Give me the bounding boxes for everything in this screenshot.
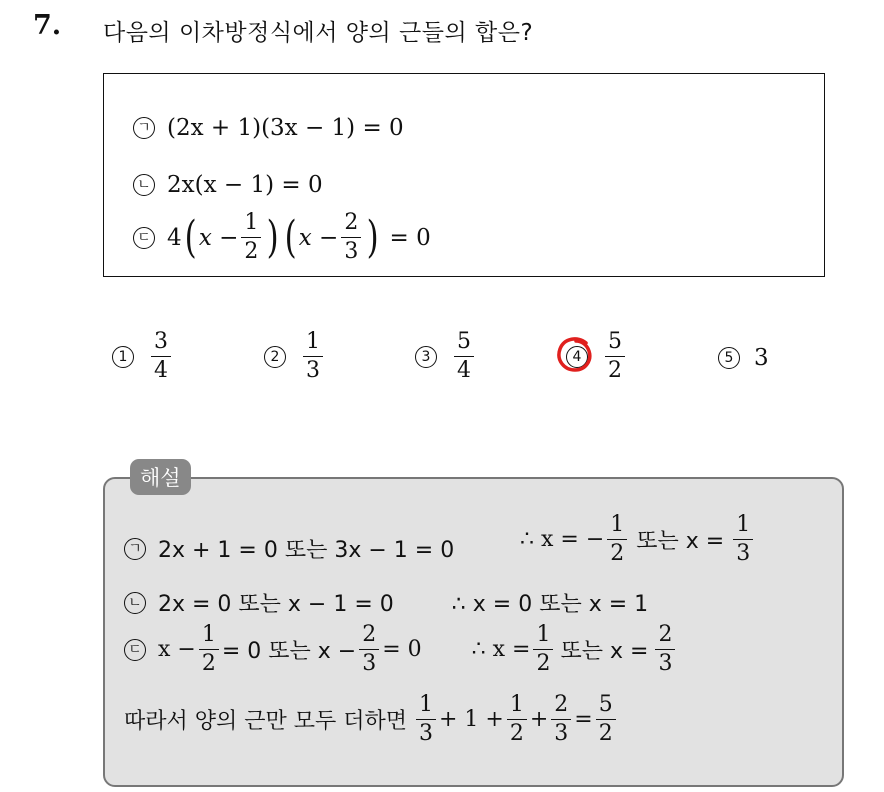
choice-5[interactable] (718, 345, 769, 371)
fraction: $\frac{1}{2}$ (199, 624, 219, 675)
fraction: $\frac{1}{3}$ (733, 514, 753, 565)
choice-number: 3 (415, 346, 437, 368)
var-x: x − (298, 224, 339, 251)
paren-close: ) (266, 211, 279, 263)
choice-2[interactable] (264, 331, 326, 382)
choice-number: 5 (718, 347, 740, 369)
marker-digeut: ㄷ (133, 227, 155, 249)
fraction: $\frac{1}{2}$ (533, 624, 553, 675)
paren-open: ( (184, 211, 197, 263)
choice-1[interactable] (112, 331, 174, 382)
fraction: $\frac{5}{2}$ (596, 694, 616, 745)
solution-line-3: ㄷ x − $\frac{1}{2}$ = 0 또는 x − $\frac{2}{3}$ = 0 ∴ x = $\frac{1}{2}$ 또는 x = $\frac{2}{3}$ (124, 624, 678, 675)
marker-nieun: ㄴ (133, 174, 155, 196)
var-x: x − (198, 224, 239, 251)
equation-3-lead: 4 (167, 224, 182, 251)
choice-number: 1 (112, 346, 134, 368)
choice-number: 4 (566, 346, 588, 368)
answer-circle-mark (556, 335, 594, 373)
problem-number: 7. (33, 10, 62, 41)
paren-close: ) (366, 211, 379, 263)
choice-value: 3 (754, 345, 769, 371)
solution-line-1-result: ∴ x = − $\frac{1}{2}$ 또는 x = $\frac{1}{3}$ (520, 514, 756, 565)
marker-giyeok: ㄱ (133, 117, 155, 139)
equation-3-tail: = 0 (389, 224, 431, 251)
choice-value: $\frac{5}{4}$ (454, 331, 474, 382)
fraction: $\frac{2}{3}$ (341, 212, 361, 263)
fraction: $\frac{1}{3}$ (416, 694, 436, 745)
solution-label: 해설 (130, 459, 191, 495)
solution-line-2: ㄴ 2x = 0 또는 x − 1 = 0 ∴ x = 0 또는 x = 1 (124, 587, 648, 618)
fraction: $\frac{1}{2}$ (241, 212, 261, 263)
equation-3 (133, 212, 431, 263)
fraction: $\frac{2}{3}$ (359, 624, 379, 675)
equation-1 (133, 115, 404, 141)
choice-number: 2 (264, 346, 286, 368)
equation-2 (133, 172, 323, 198)
marker-digeut: ㄷ (124, 639, 146, 661)
fraction: $\frac{2}{3}$ (551, 694, 571, 745)
choice-3[interactable] (415, 331, 477, 382)
solution-1-left: 2x + 1 = 0 또는 3x − 1 = 0 (158, 538, 455, 563)
solution-line-4: 따라서 양의 근만 모두 더하면 $\frac{1}{3}$ + 1 + $\frac{1}{2}$ + $\frac{2}{3}$ = $\frac{5}{2}$ (124, 694, 619, 745)
equation-2-text: 2x(x − 1) = 0 (167, 172, 323, 198)
choice-value: $\frac{3}{4}$ (151, 331, 171, 382)
choice-value: $\frac{5}{2}$ (605, 331, 625, 382)
paren-open: ( (284, 211, 297, 263)
marker-giyeok: ㄱ (124, 538, 146, 560)
question-text: 다음의 이차방정식에서 양의 근들의 합은? (103, 20, 534, 46)
fraction: $\frac{2}{3}$ (655, 624, 675, 675)
equation-1-text: (2x + 1)(3x − 1) = 0 (167, 115, 404, 141)
fraction: $\frac{1}{2}$ (607, 514, 627, 565)
marker-nieun: ㄴ (124, 592, 146, 614)
choice-value: $\frac{1}{3}$ (303, 331, 323, 382)
solution-line-1 (124, 533, 454, 564)
fraction: $\frac{1}{2}$ (507, 694, 527, 745)
